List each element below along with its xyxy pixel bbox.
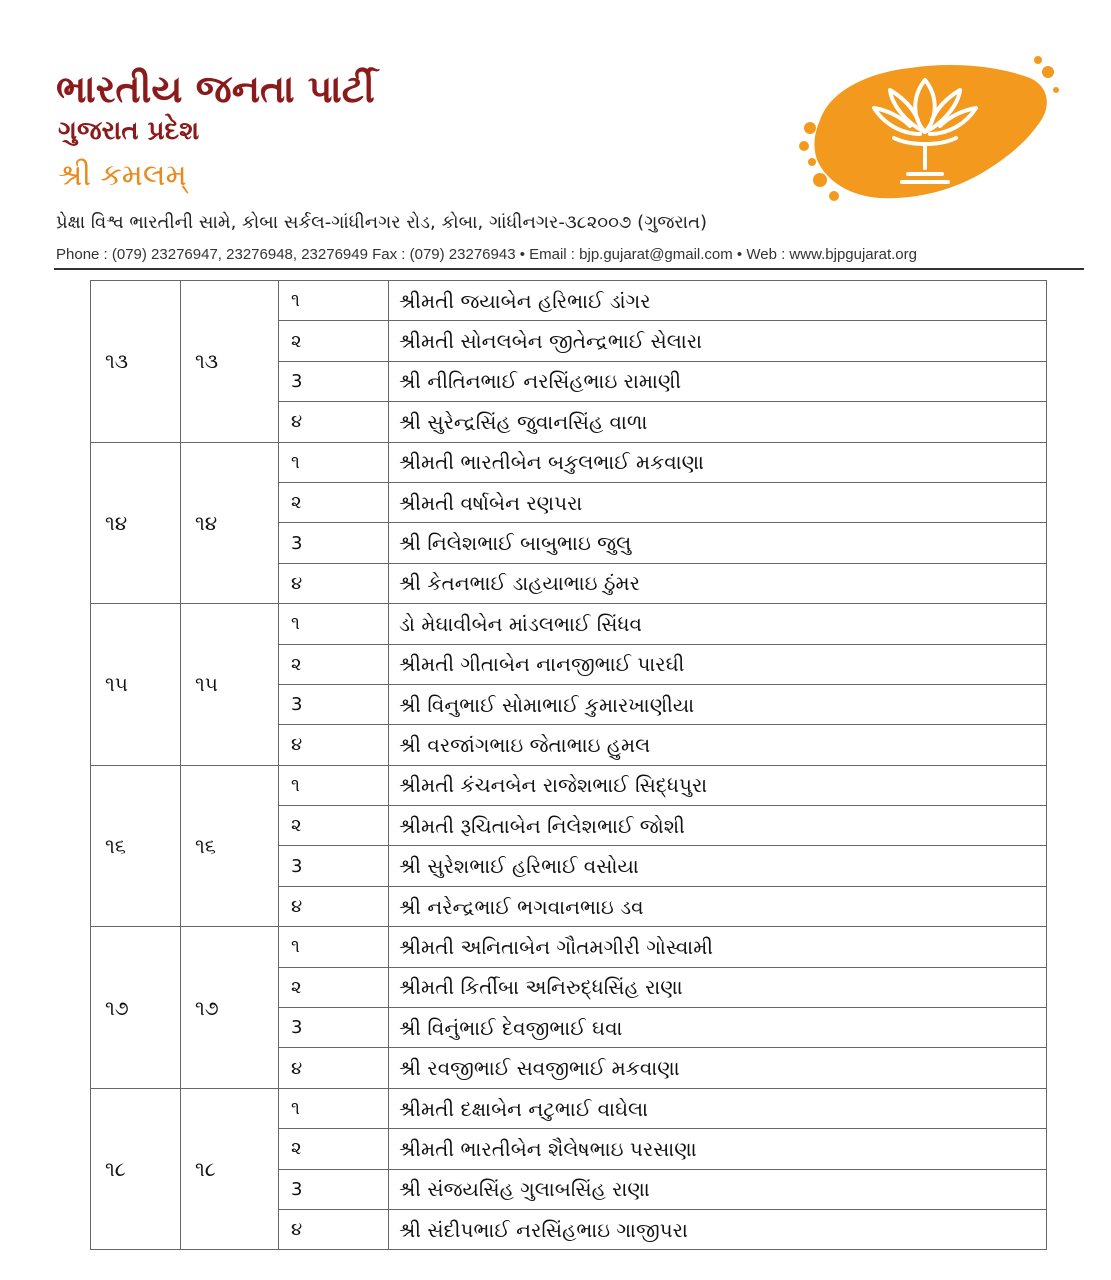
group-number-cell: ૧૩ [91,281,181,443]
member-name-cell: શ્રીમતી વર્ષાબેન રણપરા [389,482,1047,522]
member-name-cell: શ્રીમતી દક્ષાબેન નટુભાઈ વાઘેલા [389,1088,1047,1128]
serial-number-cell: ૨ [279,482,389,522]
letterhead [0,0,1111,280]
state-name: ગુજરાત પ્રદેશ [58,116,200,146]
serial-number-cell: ૨ [279,967,389,1007]
serial-number-cell: ૨ [279,644,389,684]
member-name-cell: શ્રી સુરેન્દ્રસિંહ જુવાનસિંહ વાળા [389,402,1047,442]
ward-number-cell: ૧૪ [181,442,279,604]
serial-number-cell: ૪ [279,563,389,603]
table-row [91,604,1047,644]
member-name-cell: શ્રી નીતિનભાઈ નરસિંહભાઇ રામાણી [389,361,1047,401]
member-name-cell: શ્રી સંજયસિંહ ગુલાબસિંહ રાણા [389,1169,1047,1209]
members-table [90,280,1047,1250]
ward-number-cell: ૧૫ [181,604,279,766]
serial-number-cell: 3 [279,1169,389,1209]
member-name-cell: શ્રી વિનુભાઈ સોમાભાઈ કુમારખાણીયા [389,684,1047,724]
member-name-cell: શ્રી સંદીપભાઈ નરસિંહભાઇ ગાજીપરા [389,1209,1047,1249]
group-number-cell: ૧૫ [91,604,181,766]
member-name-cell: શ્રીમતી રૂચિતાબેન નિલેશભાઈ જોશી [389,806,1047,846]
serial-number-cell: ૪ [279,725,389,765]
party-name: ભારતીય જનતા પાર્ટી [56,66,375,111]
serial-number-cell: ૪ [279,402,389,442]
serial-number-cell: ૪ [279,1048,389,1088]
ward-number-cell: ૧૩ [181,281,279,443]
member-name-cell: શ્રી સુરેશભાઈ હરિભાઈ વસોયા [389,846,1047,886]
member-name-cell: શ્રી નરેન્દ્રભાઈ ભગવાનભાઇ ડવ [389,886,1047,926]
group-number-cell: ૧૮ [91,1088,181,1250]
serial-number-cell: ૧ [279,442,389,482]
header-divider [54,268,1084,270]
member-name-cell: શ્રીમતી ભારતીબેન બકુલભાઈ મકવાણા [389,442,1047,482]
serial-number-cell: 3 [279,523,389,563]
table-row [91,765,1047,805]
lotus-logo-icon [790,50,1060,210]
serial-number-cell: ૧ [279,281,389,321]
ward-number-cell: ૧૭ [181,927,279,1089]
serial-number-cell: ૧ [279,604,389,644]
member-name-cell: શ્રીમતી સોનલબેન જીતેન્દ્રભાઈ સેલારા [389,321,1047,361]
serial-number-cell: ૪ [279,886,389,926]
ward-number-cell: ૧૬ [181,765,279,927]
member-name-cell: ડો મેઘાવીબેન માંડલભાઈ સિંધવ [389,604,1047,644]
serial-number-cell: 3 [279,846,389,886]
serial-number-cell: ૧ [279,927,389,967]
member-name-cell: શ્રી નિલેશભાઈ બાબુભાઇ જુલુ [389,523,1047,563]
member-name-cell: શ્રી વરજાંગભાઇ જેતાભાઇ હુમલ [389,725,1047,765]
serial-number-cell: 3 [279,361,389,401]
member-name-cell: શ્રીમતી કિર્તીબા અનિરુદ્ધસિંહ રાણા [389,967,1047,1007]
member-name-cell: શ્રીમતી ગીતાબેન નાનજીભાઈ પારઘી [389,644,1047,684]
member-name-cell: શ્રી રવજીભાઈ સવજીભાઈ મકવાણા [389,1048,1047,1088]
group-number-cell: ૧૬ [91,765,181,927]
contact-line: Phone : (079) 23276947, 23276948, 23276949 Fax : (079) 23276943 • Email : bjp.gujarat@gmail.com • Web : www.bjpgujarat.org [56,246,917,263]
serial-number-cell: ૨ [279,321,389,361]
serial-number-cell: 3 [279,684,389,724]
serial-number-cell: 3 [279,1008,389,1048]
ward-number-cell: ૧૮ [181,1088,279,1250]
table-row [91,927,1047,967]
serial-number-cell: ૪ [279,1209,389,1249]
member-name-cell: શ્રી કેતનભાઈ ડાહયાભાઇ ઠુંમર [389,563,1047,603]
table-row [91,281,1047,321]
table-row [91,442,1047,482]
group-number-cell: ૧૭ [91,927,181,1089]
serial-number-cell: ૨ [279,806,389,846]
serial-number-cell: ૨ [279,1129,389,1169]
member-name-cell: શ્રી વિનુંભાઈ દેવજીભાઈ ઘવા [389,1008,1047,1048]
serial-number-cell: ૧ [279,1088,389,1128]
member-name-cell: શ્રીમતી ભારતીબેન શૈલેષભાઇ પરસાણા [389,1129,1047,1169]
group-number-cell: ૧૪ [91,442,181,604]
serial-number-cell: ૧ [279,765,389,805]
office-name: શ્રી કમલમ્ [58,158,187,193]
member-name-cell: શ્રીમતી અનિતાબેન ગૌતમગીરી ગોસ્વામી [389,927,1047,967]
member-name-cell: શ્રીમતી કંચનબેન રાજેશભાઈ સિદ્ધપુરા [389,765,1047,805]
address-line: પ્રેક્ષા વિશ્વ ભારતીની સામે, કોબા સર્કલ-ગાંધીનગર રોડ, કોબા, ગાંધીનગર-૩૮૨૦૦૭ (ગુજરાત) [56,212,708,233]
table-row [91,1088,1047,1128]
member-name-cell: શ્રીમતી જયાબેન હરિભાઈ ડાંગર [389,281,1047,321]
